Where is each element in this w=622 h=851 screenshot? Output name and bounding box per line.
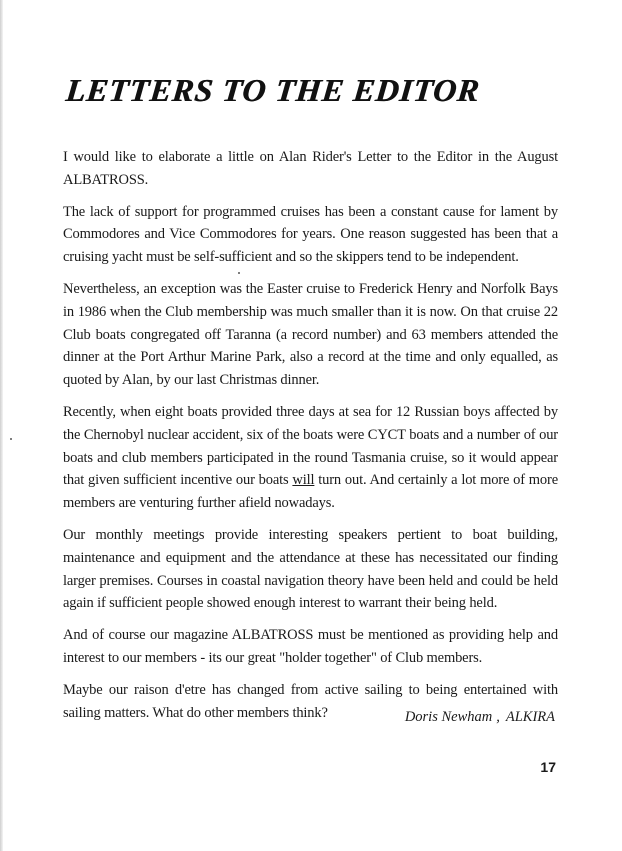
signature-name: Doris Newham [404,709,493,725]
signature [405,709,555,726]
paragraph-2: The lack of support for programmed cruises has been a constant cause for lament by Commodores and Vice Commodores for years. One reason suggested has been that a cruising yacht must be self-sufficient and so the skippers tend to be independent. [63,203,558,266]
paragraph-4-text-after: turn out. And certainly a lot more of more members are venturing further afield nowadays. [63,472,558,512]
scan-speck [238,272,240,274]
underlined-will: will [292,472,315,489]
paragraph-4 [63,401,558,515]
signature-boat: ALKIRA [505,709,555,725]
page-heading: LETTERS TO THE EDITOR [64,72,482,108]
paragraph-6: And of course our magazine ALBATROSS must be mentioned as providing help and interest to our members - its our great "holder together" of Club members. [63,627,558,666]
paragraph-5: Our monthly meetings provide interesting speakers pertient to boat building, maintenance and equipment and the attendance at these has necessitated our finding larger premises. Courses in coastal navigation theory have been held and could be held again if sufficient people showed enough interest to warrant their being held. [63,526,558,612]
paragraph-1: I would like to elaborate a little on Alan Rider's Letter to the Editor in the August ALBATROSS. [63,149,558,188]
paragraph-4-text-before: Recently, when eight boats provided three days at sea for 12 Russian boys affected by the Chernobyl nuclear accident, six of the boats were CYCT boats and a number of our boats and club members participated in the round Tasmania cruise, so it would appear that given sufficient incentive our boats [63,403,558,489]
letter-body [63,146,558,733]
paragraph-3: Nevertheless, an exception was the Easter cruise to Frederick Henry and Norfolk Bays in 1986 when the Club membership was much smaller than it is now. On that cruise 22 Club boats congregated off Taranna (a record number) and 63 members attended the dinner at the Port Arthur Marine Park, also a record at the time and only equalled, as quoted by Alan, by our last Christmas dinner. [63,280,558,389]
page-number: 17 [540,759,556,775]
paragraph-7: Maybe our raison d'etre has changed from active sailing to being entertained with sailing matters. What do other members think? [63,681,558,721]
scan-speck [10,438,12,440]
signature-separator: , [496,709,500,725]
scan-edge [0,0,3,851]
